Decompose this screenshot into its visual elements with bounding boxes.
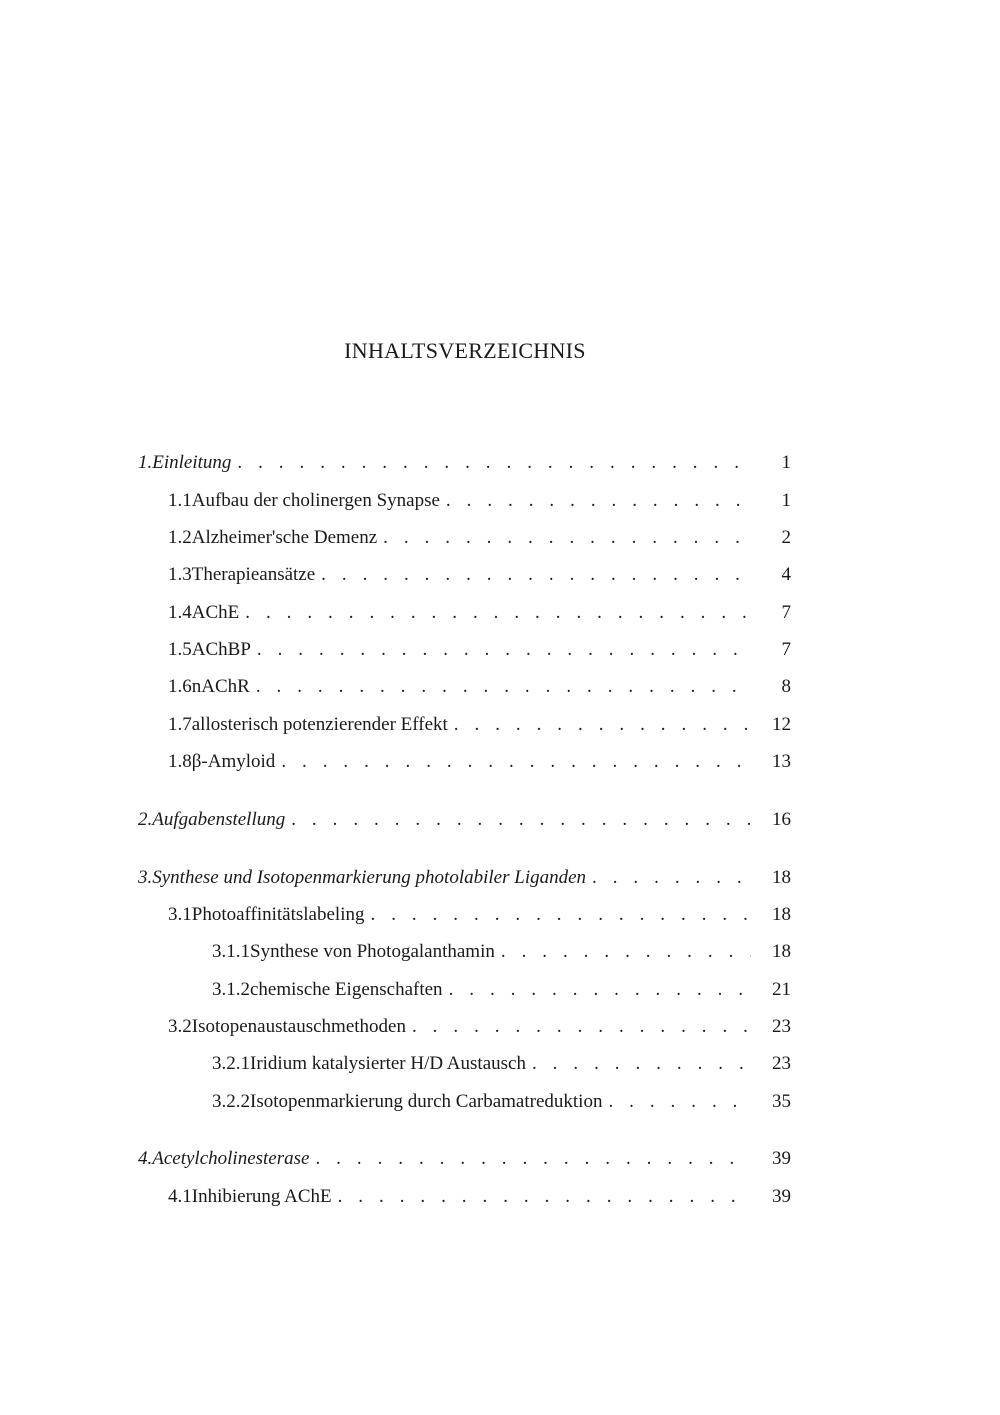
toc-entry-title: Photoaffinitätslabeling — [191, 904, 365, 925]
toc-entry-title: Alzheimer'sche Demenz — [191, 527, 378, 548]
toc-entry-number: 1.4 — [168, 602, 192, 623]
toc-entry-number: 2. — [138, 809, 153, 830]
toc-entry-number: 4. — [138, 1148, 153, 1169]
toc-entry-title: nAChR — [191, 676, 250, 697]
toc-entry-number: 1.7 — [168, 714, 192, 735]
toc-entry-title: Einleitung — [152, 452, 232, 473]
toc-entry-title: Acetylcholinesterase — [152, 1148, 310, 1169]
toc-entry-number: 4.1 — [168, 1186, 192, 1207]
dot-leader — [315, 1144, 751, 1174]
toc-entry-title: Synthese und Isotopenmarkierung photolabiler Liganden — [152, 867, 587, 888]
toc-entry-title: Isotopenaustauschmethoden — [191, 1016, 406, 1037]
dot-leader — [412, 1012, 751, 1042]
toc-entry[interactable] — [168, 560, 791, 590]
dot-leader — [281, 747, 751, 777]
dot-leader — [245, 598, 751, 628]
toc-entry-title: β-Amyloid — [191, 751, 276, 772]
toc-entry[interactable] — [168, 672, 791, 702]
toc-entry-page: 23 — [772, 1016, 791, 1037]
toc-entry-page: 1 — [781, 452, 791, 473]
toc-entry-title: AChE — [191, 602, 240, 623]
dot-leader — [592, 863, 751, 893]
toc-entry-title: allosterisch potenzierender Effekt — [191, 714, 448, 735]
toc-entry-page: 8 — [781, 676, 791, 697]
toc-entry[interactable] — [138, 1144, 791, 1174]
dot-leader — [257, 635, 751, 665]
toc-entry-number: 3.2.2 — [212, 1091, 250, 1112]
toc-entry[interactable] — [168, 486, 791, 516]
toc-entry-page: 7 — [781, 602, 791, 623]
toc-entry-page: 16 — [772, 809, 791, 830]
dot-leader — [446, 486, 751, 516]
toc-entry-title: Aufgabenstellung — [152, 809, 286, 830]
toc-entry-page: 2 — [781, 527, 791, 548]
toc-entry-page: 39 — [772, 1148, 791, 1169]
toc-entry-title: Inhibierung AChE — [191, 1186, 332, 1207]
dot-leader — [256, 672, 751, 702]
toc-entry-page: 4 — [781, 564, 791, 585]
dot-leader — [608, 1087, 751, 1117]
toc-entry-number: 3.1.2 — [212, 979, 250, 1000]
toc-entry-page: 18 — [772, 867, 791, 888]
dot-leader — [383, 523, 751, 553]
toc-entry[interactable] — [138, 863, 791, 893]
dot-leader — [532, 1049, 751, 1079]
toc-entry-page: 18 — [772, 904, 791, 925]
toc-entry-number: 1.3 — [168, 564, 192, 585]
toc-entry-title: Synthese von Photogalanthamin — [250, 941, 495, 962]
toc-entry-number: 3.2.1 — [212, 1053, 250, 1074]
toc-entry-page: 21 — [772, 979, 791, 1000]
toc-entry[interactable] — [168, 523, 791, 553]
toc-entry[interactable] — [168, 710, 791, 740]
dot-leader — [291, 805, 751, 835]
dot-leader — [237, 448, 751, 478]
toc-entry-number: 3. — [138, 867, 153, 888]
toc-entry-page: 1 — [781, 490, 791, 511]
dot-leader — [501, 937, 751, 967]
toc-entry[interactable] — [212, 1087, 791, 1117]
dot-leader — [454, 710, 751, 740]
toc-entry[interactable] — [138, 805, 791, 835]
dot-leader — [321, 560, 751, 590]
toc-entry-page: 35 — [772, 1091, 791, 1112]
toc-entry-title: Aufbau der cholinergen Synapse — [191, 490, 440, 511]
toc-entry-page: 7 — [781, 639, 791, 660]
toc-entry-title: Iridium katalysierter H/D Austausch — [250, 1053, 526, 1074]
toc-entry[interactable] — [168, 900, 791, 930]
page-title: INHALTSVERZEICHNIS — [344, 338, 586, 363]
toc-entry[interactable] — [168, 747, 791, 777]
toc-entry[interactable] — [138, 448, 791, 478]
toc-entry-number: 1.2 — [168, 527, 192, 548]
toc-entry-title: AChBP — [191, 639, 251, 660]
toc-entry-page: 13 — [772, 751, 791, 772]
dot-leader — [449, 975, 751, 1005]
toc-entry[interactable] — [168, 598, 791, 628]
toc-entry-number: 1.1 — [168, 490, 192, 511]
toc-entry[interactable] — [168, 1012, 791, 1042]
toc-entry-number: 3.2 — [168, 1016, 192, 1037]
toc-entry[interactable] — [168, 1182, 791, 1212]
toc-entry[interactable] — [168, 635, 791, 665]
toc-entry-title: chemische Eigenschaften — [250, 979, 443, 1000]
toc-entry-page: 12 — [772, 714, 791, 735]
toc-entry-page: 23 — [772, 1053, 791, 1074]
toc-entry[interactable] — [212, 975, 791, 1005]
dot-leader — [338, 1182, 751, 1212]
toc-entry-number: 1.6 — [168, 676, 192, 697]
toc-entry-number: 1. — [138, 452, 153, 473]
toc-entry-number: 1.8 — [168, 751, 192, 772]
toc-entry-title: Isotopenmarkierung durch Carbamatreduktion — [250, 1091, 603, 1112]
toc-entry[interactable] — [212, 1049, 791, 1079]
toc-entry[interactable] — [212, 937, 791, 967]
toc-entry-page: 39 — [772, 1186, 791, 1207]
dot-leader — [371, 900, 752, 930]
toc-entry-title: Therapieansätze — [191, 564, 316, 585]
toc-entry-page: 18 — [772, 941, 791, 962]
toc-entry-number: 3.1.1 — [212, 941, 250, 962]
toc-entry-number: 1.5 — [168, 639, 192, 660]
toc-entry-number: 3.1 — [168, 904, 192, 925]
